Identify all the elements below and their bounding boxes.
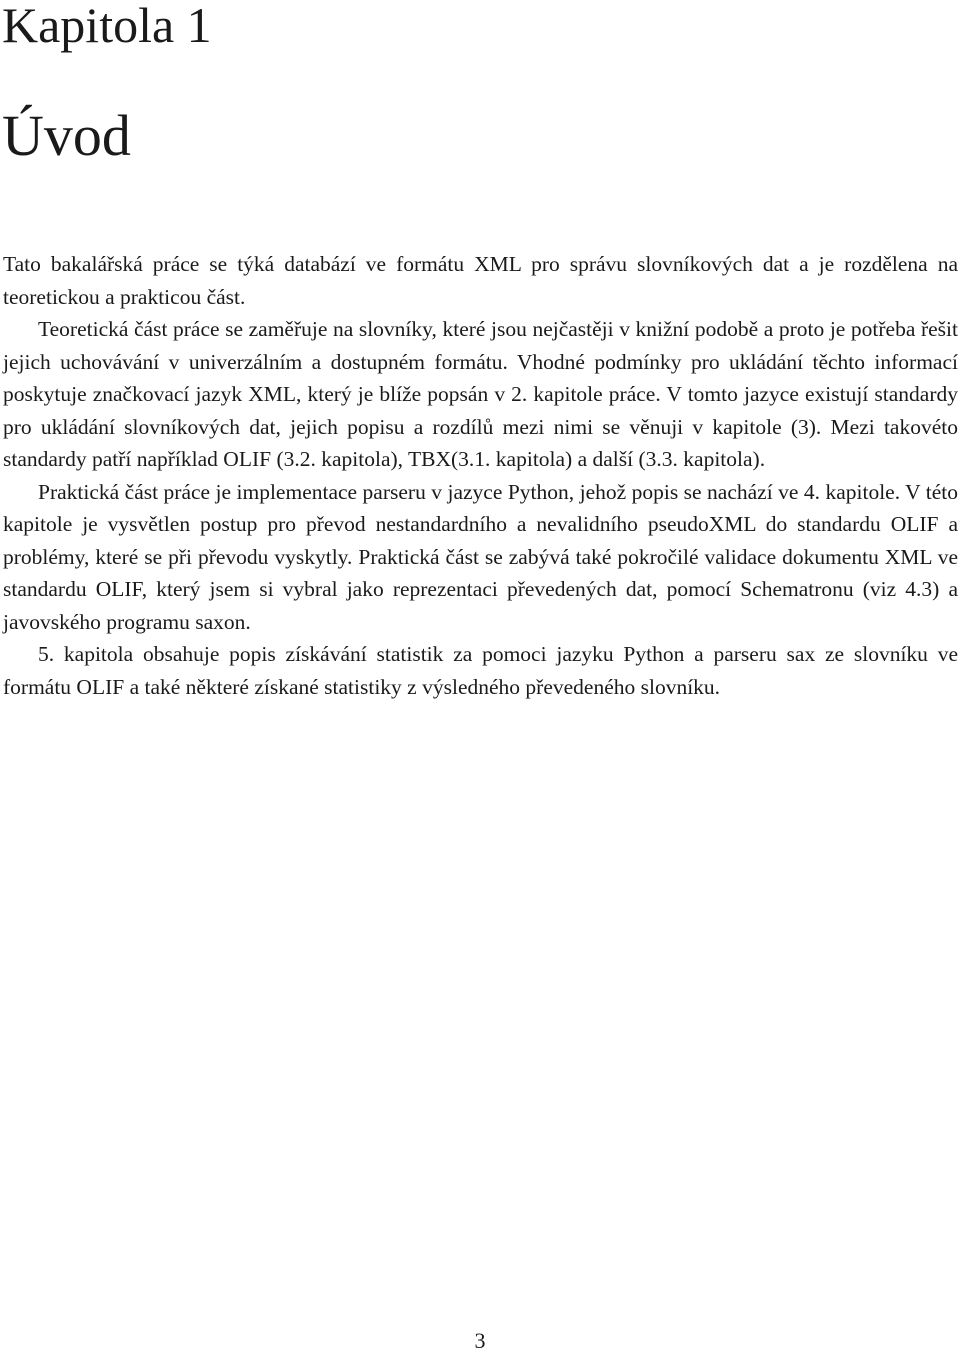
paragraph-statistics: 5. kapitola obsahuje popis získávání statistik za pomoci jazyku Python a parseru sax ze slovníku ve formátu OLIF a také některé získané statistiky z výsledného převedeného slovníku. [3,642,958,699]
paragraph-theory: Teoretická část práce se zaměřuje na slovníky, které jsou nejčastěji v knižní podobě a proto je potřeba řešit jejich uchovávání v univerzálním a dostupném formátu. Vhodné podmínky pro ukládání těchto informací poskytuje značkovací jazyk XML, který je blíže popsán v 2. kapitole práce. V tomto jazyce existují standardy pro ukládání slovníkových dat, jejich popisu a rozdílů mezi nimi se věnuji v kapitole (3). Mezi takovéto standardy patří například OLIF (3.2. kapitola), TBX(3.1. kapitola) a další (3.3. kapitola). [3,317,958,471]
chapter-title: Úvod [2,103,131,168]
page-number: 3 [474,1328,486,1353]
paragraph-practice: Praktická část práce je implementace parseru v jazyce Python, jehož popis se nachází ve 4. kapitole. V této kapitole je vysvětlen postup pro převod nestandardního a nevalidního pseudoXML do standardu OLIF a problémy, které se při převodu vyskytly. Praktická část se zabývá také pokročilé validace dokumentu XML ve standardu OLIF, který jsem si vybral jako reprezentaci převedených dat, pomocí Schematronu (viz 4.3) a javovského programu saxon. [3,479,958,634]
chapter-label: Kapitola 1 [2,0,212,53]
paragraph-intro: Tato bakalářská práce se týká databází ve formátu XML pro správu slovníkových dat a je rozdělena na teoretickou a prakticou část. [3,252,958,309]
body-text [3,248,958,703]
